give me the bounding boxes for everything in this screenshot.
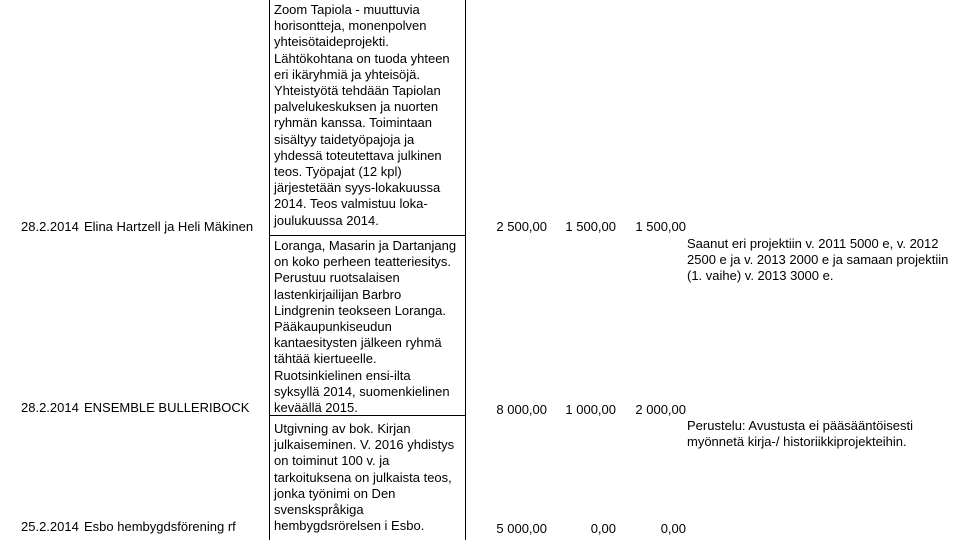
column-divider-description-right (465, 0, 466, 540)
row-divider-1 (270, 235, 466, 236)
row-amount-3: 0,00 (660, 521, 686, 536)
row-date: 25.2.2014 (21, 519, 79, 534)
row-applicant: ENSEMBLE BULLERIBOCK (84, 400, 250, 415)
row-amount-2: 1 500,00 (565, 219, 616, 234)
row-amount-3: 2 000,00 (635, 402, 686, 417)
row-description: Utgivning av bok. Kirjan julkaiseminen. V. 2016 yhdistys on toiminut 100 v. ja tarkoituksena on julkaista teos, jonka työnimi on Den svenskspråkiga hembygdsrörelsen i Esbo. (274, 421, 455, 534)
row-applicant: Elina Hartzell ja Heli Mäkinen (84, 219, 254, 234)
row-note: Saanut eri projektiin v. 2011 5000 e, v. 2012 2500 e ja v. 2013 2000 e ja samaan projektiin (1. vaihe) v. 2013 3000 e. (687, 236, 949, 284)
column-divider-description-left (269, 0, 270, 540)
row-note: Perustelu: Avustusta ei pääsääntöisesti myönnetä kirja-/ historiikkiprojekteihin. (687, 418, 913, 450)
row-amount-applied: 8 000,00 (496, 402, 547, 417)
row-amount-2: 1 000,00 (565, 402, 616, 417)
row-date: 28.2.2014 (21, 400, 79, 415)
row-description: Zoom Tapiola - muuttuvia horisontteja, monenpolven yhteisötaideprojekti. Lähtökohtana on tuoda yhteen eri ikäryhmiä ja yhteisöjä. Yhteistyötä tehdään Tapiolan palvelukeskuksen ja nuorten ryhmän kanssa. Toimintaan sisältyy taidetyöpajoja ja yhdessä toteutettava julkinen teos. Työpajat (12 kpl) järjestetään syys-lokakuussa 2014. Teos valmistuu loka- joulukuussa 2014. (274, 2, 450, 228)
row-amount-applied: 5 000,00 (496, 521, 547, 536)
row-amount-3: 1 500,00 (635, 219, 686, 234)
row-amount-applied: 2 500,00 (496, 219, 547, 234)
row-description: Loranga, Masarin ja Dartanjang on koko perheen teatteriesitys. Perustuu ruotsalaisen lastenkirjailijan Barbro Lindgrenin teokseen Loranga. Pääkaupunkiseudun kantaesitysten jälkeen ryhmä tähtää kiertueelle. Ruotsinkielinen ensi-ilta syksyllä 2014, suomenkielinen keväällä 2015. (274, 238, 457, 416)
row-amount-2: 0,00 (590, 521, 616, 536)
row-applicant: Esbo hembygdsförening rf (84, 519, 236, 534)
row-date: 28.2.2014 (21, 219, 79, 234)
